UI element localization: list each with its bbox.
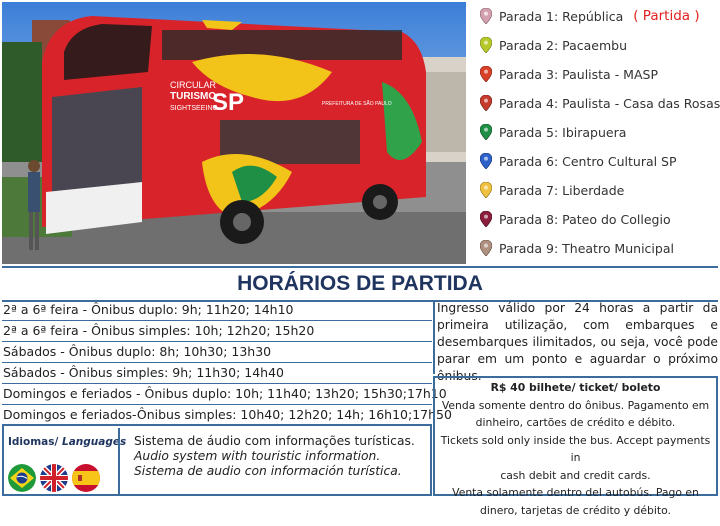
stop-item bbox=[480, 151, 677, 171]
schedule-row: 2ª a 6ª feira - Ônibus simples: 10h; 12h20; 15h20 bbox=[2, 321, 432, 342]
page-title: HORÁRIOS DE PARTIDA bbox=[2, 266, 718, 302]
bus-brand-2: TURISMO bbox=[170, 91, 217, 102]
map-pin-icon bbox=[480, 211, 492, 227]
languages-label-en: Languages bbox=[62, 436, 127, 448]
audio-info bbox=[118, 428, 418, 494]
stop-label: Parada 3: Paulista - MASP bbox=[499, 66, 658, 82]
stop-item bbox=[480, 35, 627, 55]
map-pin-icon bbox=[480, 240, 492, 256]
stop-label: Parada 6: Centro Cultural SP bbox=[499, 153, 677, 169]
map-pin-icon bbox=[480, 182, 492, 198]
audio-text-es: Sistema de audio con información turística. bbox=[134, 464, 402, 478]
stop-label: Parada 8: Pateo do Collegio bbox=[499, 211, 671, 227]
brazil-flag-icon bbox=[8, 464, 36, 492]
schedule-row: Sábados - Ônibus duplo: 8h; 10h30; 13h30 bbox=[2, 342, 432, 363]
price-title: R$ 40 bilhete/ ticket/ boleto bbox=[490, 381, 661, 394]
price-box bbox=[433, 376, 718, 517]
stop-item bbox=[480, 6, 700, 26]
stop-item bbox=[480, 64, 658, 84]
map-pin-icon bbox=[480, 66, 492, 82]
map-pin-icon bbox=[480, 124, 492, 140]
stop-label: Parada 1: República bbox=[499, 8, 624, 24]
map-pin-icon bbox=[480, 37, 492, 53]
price-line: cash debit and credit cards. bbox=[500, 468, 651, 482]
stop-item bbox=[480, 180, 624, 200]
languages-label bbox=[8, 436, 126, 448]
stop-label: Parada 5: Ibirapuera bbox=[499, 124, 627, 140]
bus-photo bbox=[2, 2, 466, 264]
stop-item bbox=[480, 122, 626, 142]
schedule-list bbox=[2, 300, 452, 422]
map-pin-icon bbox=[480, 8, 492, 24]
schedule-row: 2ª a 6ª feira - Ônibus duplo: 9h; 11h20; 14h10 bbox=[2, 300, 432, 321]
uk-flag-icon bbox=[40, 464, 68, 492]
map-pin-icon bbox=[480, 95, 492, 111]
stop-item bbox=[480, 209, 671, 229]
ticket-validity-text: Ingresso válido por 24 horas a partir da primeira utilização, com embarques e desembarques ilimitados, ou seja, você pode parar em um ponto e aguardar o próximo ônibus. bbox=[433, 300, 718, 374]
flags-row bbox=[8, 464, 100, 492]
bus-brand-3: SIGHTSEEING bbox=[170, 105, 218, 112]
languages-label-pt: Idiomas/ bbox=[8, 436, 59, 448]
price-line: Tickets sold only inside the bus. Accept payments in bbox=[440, 433, 711, 464]
bus-brand-sp: SP bbox=[212, 89, 245, 116]
price-line: dinheiro, cartões de crédito e débito. bbox=[475, 416, 676, 429]
map-pin-icon bbox=[480, 153, 492, 169]
stop-label: Parada 4: Paulista - Casa das Rosas bbox=[499, 95, 720, 111]
audio-text-en: Audio system with touristic information. bbox=[134, 449, 381, 463]
price-line: Venta solamente dentro del autobús. Pago en bbox=[452, 486, 699, 499]
price-line: Venda somente dentro do ônibus. Pagamento em bbox=[441, 398, 710, 412]
spain-flag-icon bbox=[72, 464, 100, 492]
stops-list bbox=[466, 2, 718, 264]
stop-item bbox=[480, 238, 674, 258]
schedule-row: Domingos e feriados - Ônibus duplo: 10h; 11h40; 13h20; 15h30;17h10 bbox=[2, 384, 432, 405]
audio-text-pt: Sistema de áudio com informações turísticas. bbox=[134, 434, 415, 448]
languages-box bbox=[2, 424, 432, 496]
schedule-row: Domingos e feriados-Ônibus simples: 10h40; 12h20; 14h; 16h10;17h50 bbox=[3, 407, 452, 422]
bus-prefeitura: PREFEITURA DE SÃO PAULO bbox=[322, 101, 392, 107]
price-line: dinero, tarjetas de crédito y débito. bbox=[480, 503, 671, 517]
schedule-row: Sábados - Ônibus simples: 9h; 11h30; 14h40 bbox=[2, 363, 432, 384]
stop-label: Parada 2: Pacaembu bbox=[499, 37, 628, 53]
partida-note: ( Partida ) bbox=[633, 8, 700, 24]
bus-brand-1: CIRCULAR bbox=[170, 80, 217, 90]
stop-label: Parada 7: Liberdade bbox=[499, 182, 625, 198]
stop-label: Parada 9: Theatro Municipal bbox=[499, 240, 674, 256]
stop-item bbox=[480, 93, 720, 113]
